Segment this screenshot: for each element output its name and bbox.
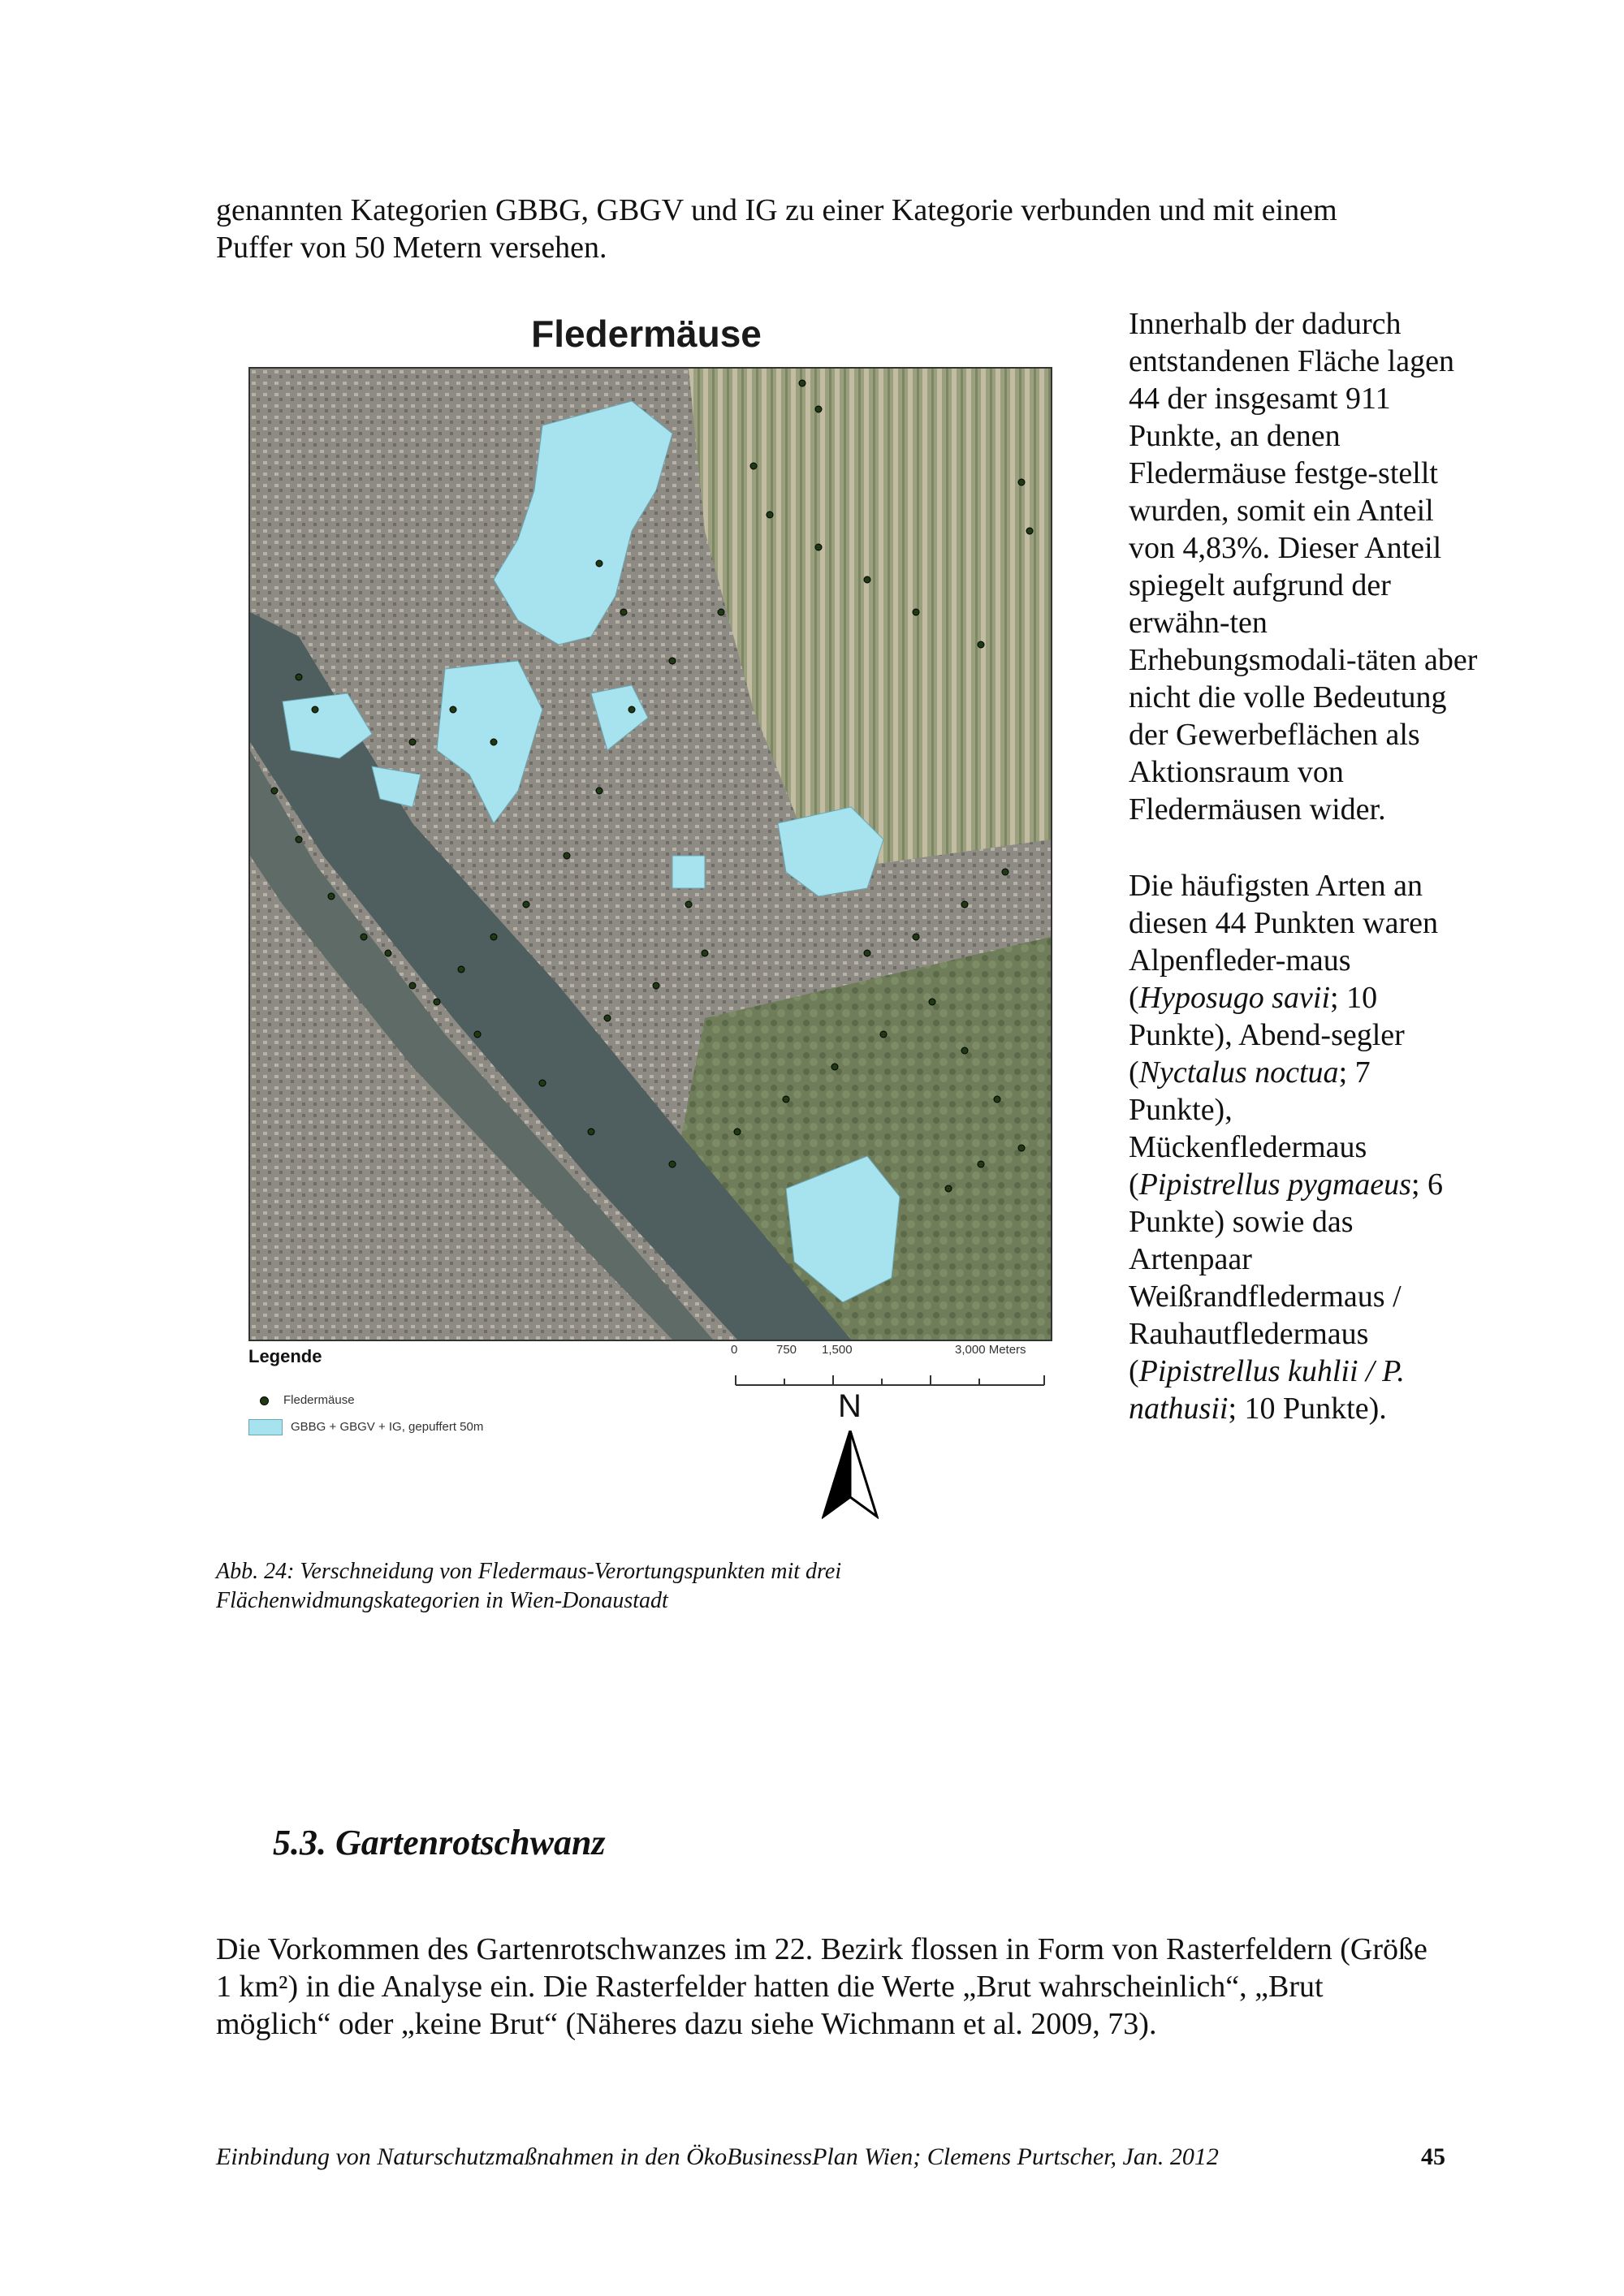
caption-line-2: Flächenwidmungskategorien in Wien-Donaustadt: [216, 1588, 668, 1613]
scale-label-1500: 1,500: [822, 1343, 853, 1357]
north-arrow-icon: [822, 1431, 879, 1520]
species-hyposugo: Hyposugo savii: [1138, 981, 1331, 1015]
side-text: [1129, 305, 1478, 1427]
scale-label-3000: 3,000 Meters: [955, 1343, 1026, 1357]
intro-paragraph: [216, 192, 1434, 266]
side-paragraph-1: Innerhalb der dadurch entstandenen Fläche lagen 44 der insgesamt 911 Punkte, an denen Fledermäuse festge-stellt wurden, somit ein Anteil von 4,83%. Dieser Anteil spiegelt aufgrund der erwähn-ten Erhebungsmodali-täten aber nicht die volle Bedeutung der Gewerbeflächen als Aktionsraum von Fledermäusen wider.: [1129, 307, 1478, 826]
north-label: N: [838, 1388, 862, 1424]
bat-map-figure: [240, 304, 1060, 1530]
intro-line-1: genannten Kategorien GBBG, GBGV und IG zu einer Kategorie verbunden und mit einem: [216, 193, 1337, 227]
scale-label-750: 750: [776, 1343, 797, 1357]
species-pipistrellus-kuhlii: Pipistrellus kuhlii / P. nathusii: [1129, 1354, 1405, 1426]
p2-text-d: ; 6 Punkte) sowie das Artenpaar Weißrandfledermaus / Rauhautfledermaus (: [1129, 1167, 1444, 1388]
area-swatch-icon: [248, 1419, 283, 1435]
legend-row-areas: [248, 1419, 483, 1435]
page-footer: Einbindung von Naturschutzmaßnahmen in den ÖkoBusinessPlan Wien; Clemens Purtscher, Jan. 2012: [216, 2143, 1219, 2170]
map-aerial-frame: [248, 367, 1052, 1341]
section-body: Die Vorkommen des Gartenrotschwanzes im 22. Bezirk flossen in Form von Rasterfeldern (Größe 1 km²) in die Analyse ein. Die Rasterfelder hatten die Werte „Brut wahrscheinlich“, „Brut möglich“ oder „keine Brut“ (Näheres dazu siehe Wichmann et al. 2009, 73).: [216, 1932, 1427, 2041]
p2-text-a: Die häufigsten Arten an diesen 44 Punkten waren Alpenfleder-maus (: [1129, 869, 1438, 1015]
species-pipistrellus-pygmaeus: Pipistrellus pygmaeus: [1138, 1167, 1411, 1202]
scale-bar: [728, 1361, 1052, 1393]
legend-title: Legende: [248, 1346, 322, 1366]
page-number: 45: [1421, 2143, 1445, 2170]
scale-label-0: 0: [731, 1343, 738, 1357]
section-title: 5.3. Gartenrotschwanz: [273, 1823, 606, 1862]
side-paragraph-2: [1129, 867, 1478, 1427]
legend-area-label: GBBG + GBGV + IG, gepuffert 50m: [291, 1419, 484, 1434]
species-nyctalus: Nyctalus noctua: [1138, 1055, 1339, 1090]
caption-line-1: Abb. 24: Verschneidung von Fledermaus-Verortungspunkten mit drei: [216, 1559, 842, 1584]
legend-points-label: Fledermäuse: [283, 1393, 355, 1407]
bat-point-icon: [260, 1396, 269, 1405]
p2-text-c: ; 7 Punkte), Mückenfledermaus (: [1129, 1055, 1371, 1202]
map-title: Fledermäuse: [531, 313, 762, 355]
map-aerial-image: [250, 369, 1051, 1340]
p2-text-e: ; 10 Punkte).: [1228, 1392, 1387, 1426]
p2-text-b: ; 10 Punkte), Abend-segler (: [1129, 981, 1405, 1090]
figure-caption: [216, 1557, 1190, 1616]
intro-line-2: Puffer von 50 Metern versehen.: [216, 231, 607, 265]
legend-row-points: [248, 1393, 355, 1407]
